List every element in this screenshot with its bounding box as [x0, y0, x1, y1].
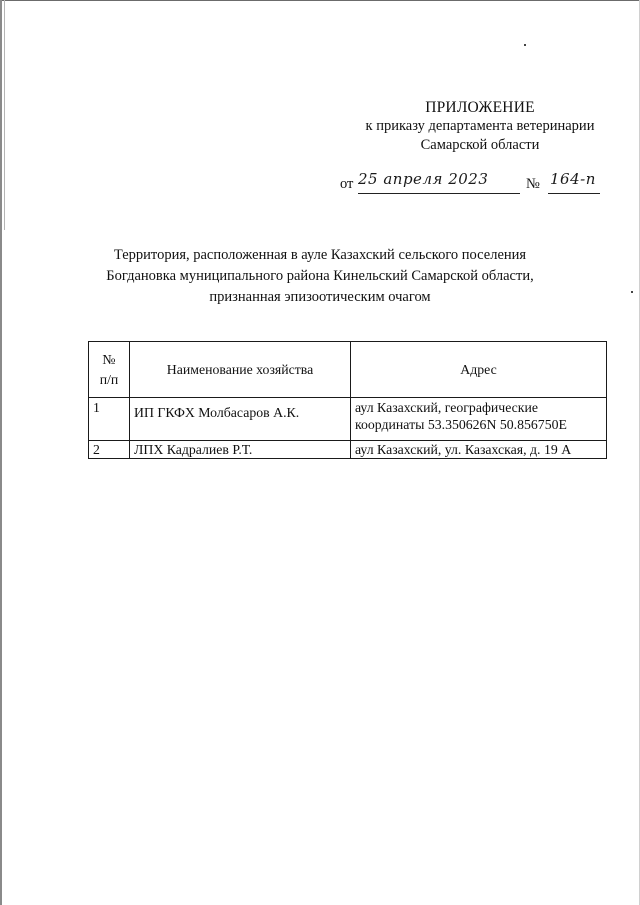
table-row — [89, 398, 607, 441]
scan-edge-left-inner — [4, 0, 5, 230]
number-underline — [548, 193, 600, 194]
scan-edge-top — [0, 0, 640, 1]
header-farm-name: Наименование хозяйства — [130, 342, 351, 398]
heading-line-1: Территория, расположенная в ауле Казахский сельского поселения — [113, 247, 527, 263]
row-address: аул Казахский, географические координаты 53.350626N 50.856750E — [351, 398, 607, 441]
header-address: Адрес — [351, 342, 607, 398]
order-date-handwritten: 25 апреля 2023 — [358, 170, 489, 188]
appendix-title: ПРИЛОЖЕНИЕ — [425, 99, 535, 116]
row-farm-name: ЛПХ Кадралиев Р.Т. — [130, 441, 351, 459]
appendix-line-2: Самарской области — [420, 137, 540, 153]
heading-line-2: Богдановка муниципального района Кинельский Самарской области, — [106, 268, 534, 284]
order-number-handwritten: 164-п — [550, 170, 596, 188]
row-number: 1 — [89, 398, 130, 441]
document-heading — [90, 245, 550, 308]
date-underline — [358, 193, 520, 194]
table-header-row — [89, 342, 607, 398]
scan-speck — [631, 291, 633, 293]
scan-speck — [524, 44, 526, 46]
scan-edge-left — [0, 0, 2, 905]
table-row — [89, 441, 607, 459]
appendix-block — [340, 98, 620, 155]
farms-table — [88, 341, 607, 459]
order-date-line — [340, 172, 610, 196]
date-prefix: от — [340, 176, 354, 192]
row-number: 2 — [89, 441, 130, 459]
row-address: аул Казахский, ул. Казахская, д. 19 А — [351, 441, 607, 459]
number-prefix: № — [526, 176, 540, 192]
appendix-line-1: к приказу департамента ветеринарии — [365, 118, 595, 134]
row-farm-name: ИП ГКФХ Молбасаров А.К. — [130, 398, 351, 441]
heading-line-3: признанная эпизоотическим очагом — [209, 289, 431, 305]
header-number: № п/п — [89, 342, 130, 398]
